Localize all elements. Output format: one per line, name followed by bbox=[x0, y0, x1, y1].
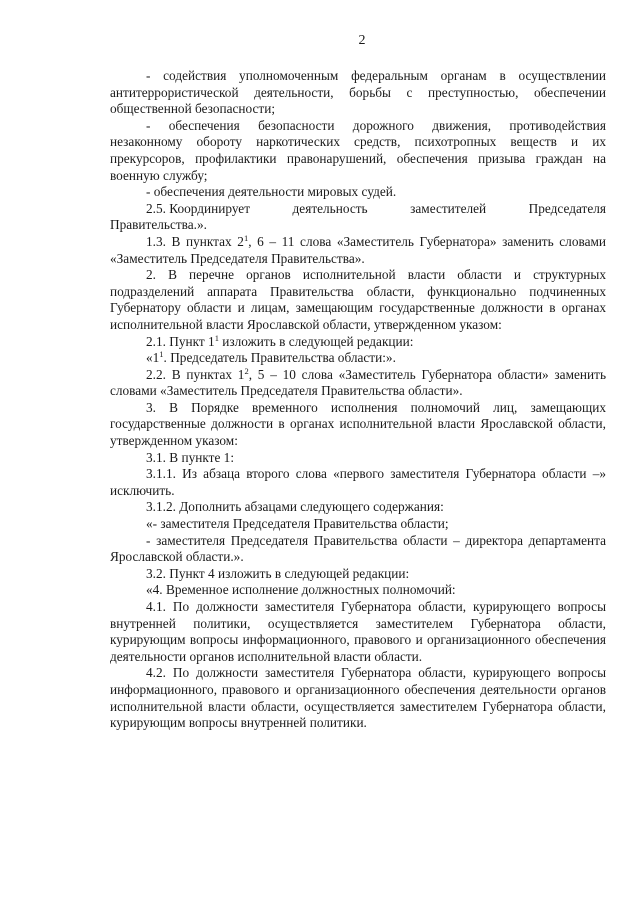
paragraph: 2. В перечне органов исполнительной власти области и структурных подразделений аппарата Правительства области, функционально подчиненных Губернатору области и лицам, замещающим государственные должности в органах исполнительной власти Ярославской области, утвержденном указом: bbox=[110, 267, 606, 332]
paragraph: 3. В Порядке временного исполнения полномочий лиц, замещающих государственные должности в органах исполнительной власти Ярославской области, утвержденном указом: bbox=[110, 399, 606, 449]
text-fragment: «1 bbox=[146, 350, 160, 366]
text-fragment: заместителей bbox=[410, 200, 487, 216]
paragraph: 3.1.2. Дополнить абзацами следующего содержания: bbox=[146, 499, 444, 515]
superscript: 2 bbox=[244, 365, 249, 376]
superscript: 1 bbox=[243, 232, 249, 243]
paragraph: 4.2. По должности заместителя Губернатора области, курирующего вопросы информационного, правового и организационного обеспечения деятельности органов исполнительной власти области, осуществляется заместителем Губернатора области, курирующим вопросы внутренней политики. bbox=[110, 665, 606, 731]
paragraph-2-5-line bbox=[110, 201, 606, 218]
text-fragment: , 6 – 11 слова «Заместитель Губернатора» заменить словами «Заместитель Председателя Правительства». bbox=[110, 233, 607, 266]
paragraph bbox=[110, 350, 606, 367]
paragraph: Правительства.». bbox=[110, 217, 207, 233]
paragraph: 3.1.1. Из абзаца второго слова «первого заместителя Губернатора области –» исключить. bbox=[110, 466, 606, 498]
superscript: 1 bbox=[159, 349, 164, 360]
paragraph: «4. Временное исполнение должностных полномочий: bbox=[146, 582, 456, 598]
paragraph: «- заместителя Председателя Правительства области; bbox=[146, 516, 449, 532]
text-fragment: деятельность bbox=[292, 200, 368, 216]
paragraph: 3.2. Пункт 4 изложить в следующей редакции: bbox=[146, 565, 410, 581]
text-fragment: 2.1. Пункт 1 bbox=[146, 333, 215, 349]
text-fragment: изложить в следующей редакции: bbox=[218, 333, 414, 349]
paragraph: 4.1. По должности заместителя Губернатора области, курирующего вопросы внутренней политики, осуществляется заместителем Губернатора области, курирующим вопросы информационного, правового и организационного обеспечения деятельности органов исполнительной власти области. bbox=[110, 599, 606, 664]
paragraph: - обеспечения безопасности дорожного движения, противодействия незаконному обороту наркотических средств, психотропных веществ и их прекурсоров, профилактики правонарушений, обеспечения призыва граждан на военную службу; bbox=[110, 117, 606, 183]
text-fragment: 2.2. В пунктах 1 bbox=[146, 366, 245, 382]
text-fragment: 2.5. Координирует bbox=[146, 200, 251, 216]
page-body bbox=[110, 32, 606, 892]
superscript: 1 bbox=[214, 332, 219, 343]
paragraph bbox=[110, 334, 606, 351]
paragraph: - обеспечения деятельности мировых судей. bbox=[146, 184, 397, 200]
page-number: 2 bbox=[358, 33, 366, 48]
paragraph: - содействия уполномоченным федеральным органам в осуществлении антитеррористической деятельности, борьбы с преступностью, обеспечении общественной безопасности; bbox=[110, 68, 606, 117]
text-fragment: Председателя bbox=[528, 200, 606, 216]
paragraph: - заместителя Председателя Правительства области – директора департамента Ярославской области.». bbox=[110, 532, 606, 565]
text-fragment: , 5 – 10 слова «Заместитель Губернатора области» заменить словами «Заместитель Председателя Правительства области». bbox=[110, 366, 607, 399]
text-fragment: 1.3. В пунктах 2 bbox=[146, 233, 244, 249]
paragraph bbox=[110, 234, 606, 267]
paragraph bbox=[110, 367, 606, 400]
paragraph: 3.1. В пункте 1: bbox=[146, 449, 235, 465]
text-fragment: . Председатель Правительства области:». bbox=[163, 350, 396, 366]
